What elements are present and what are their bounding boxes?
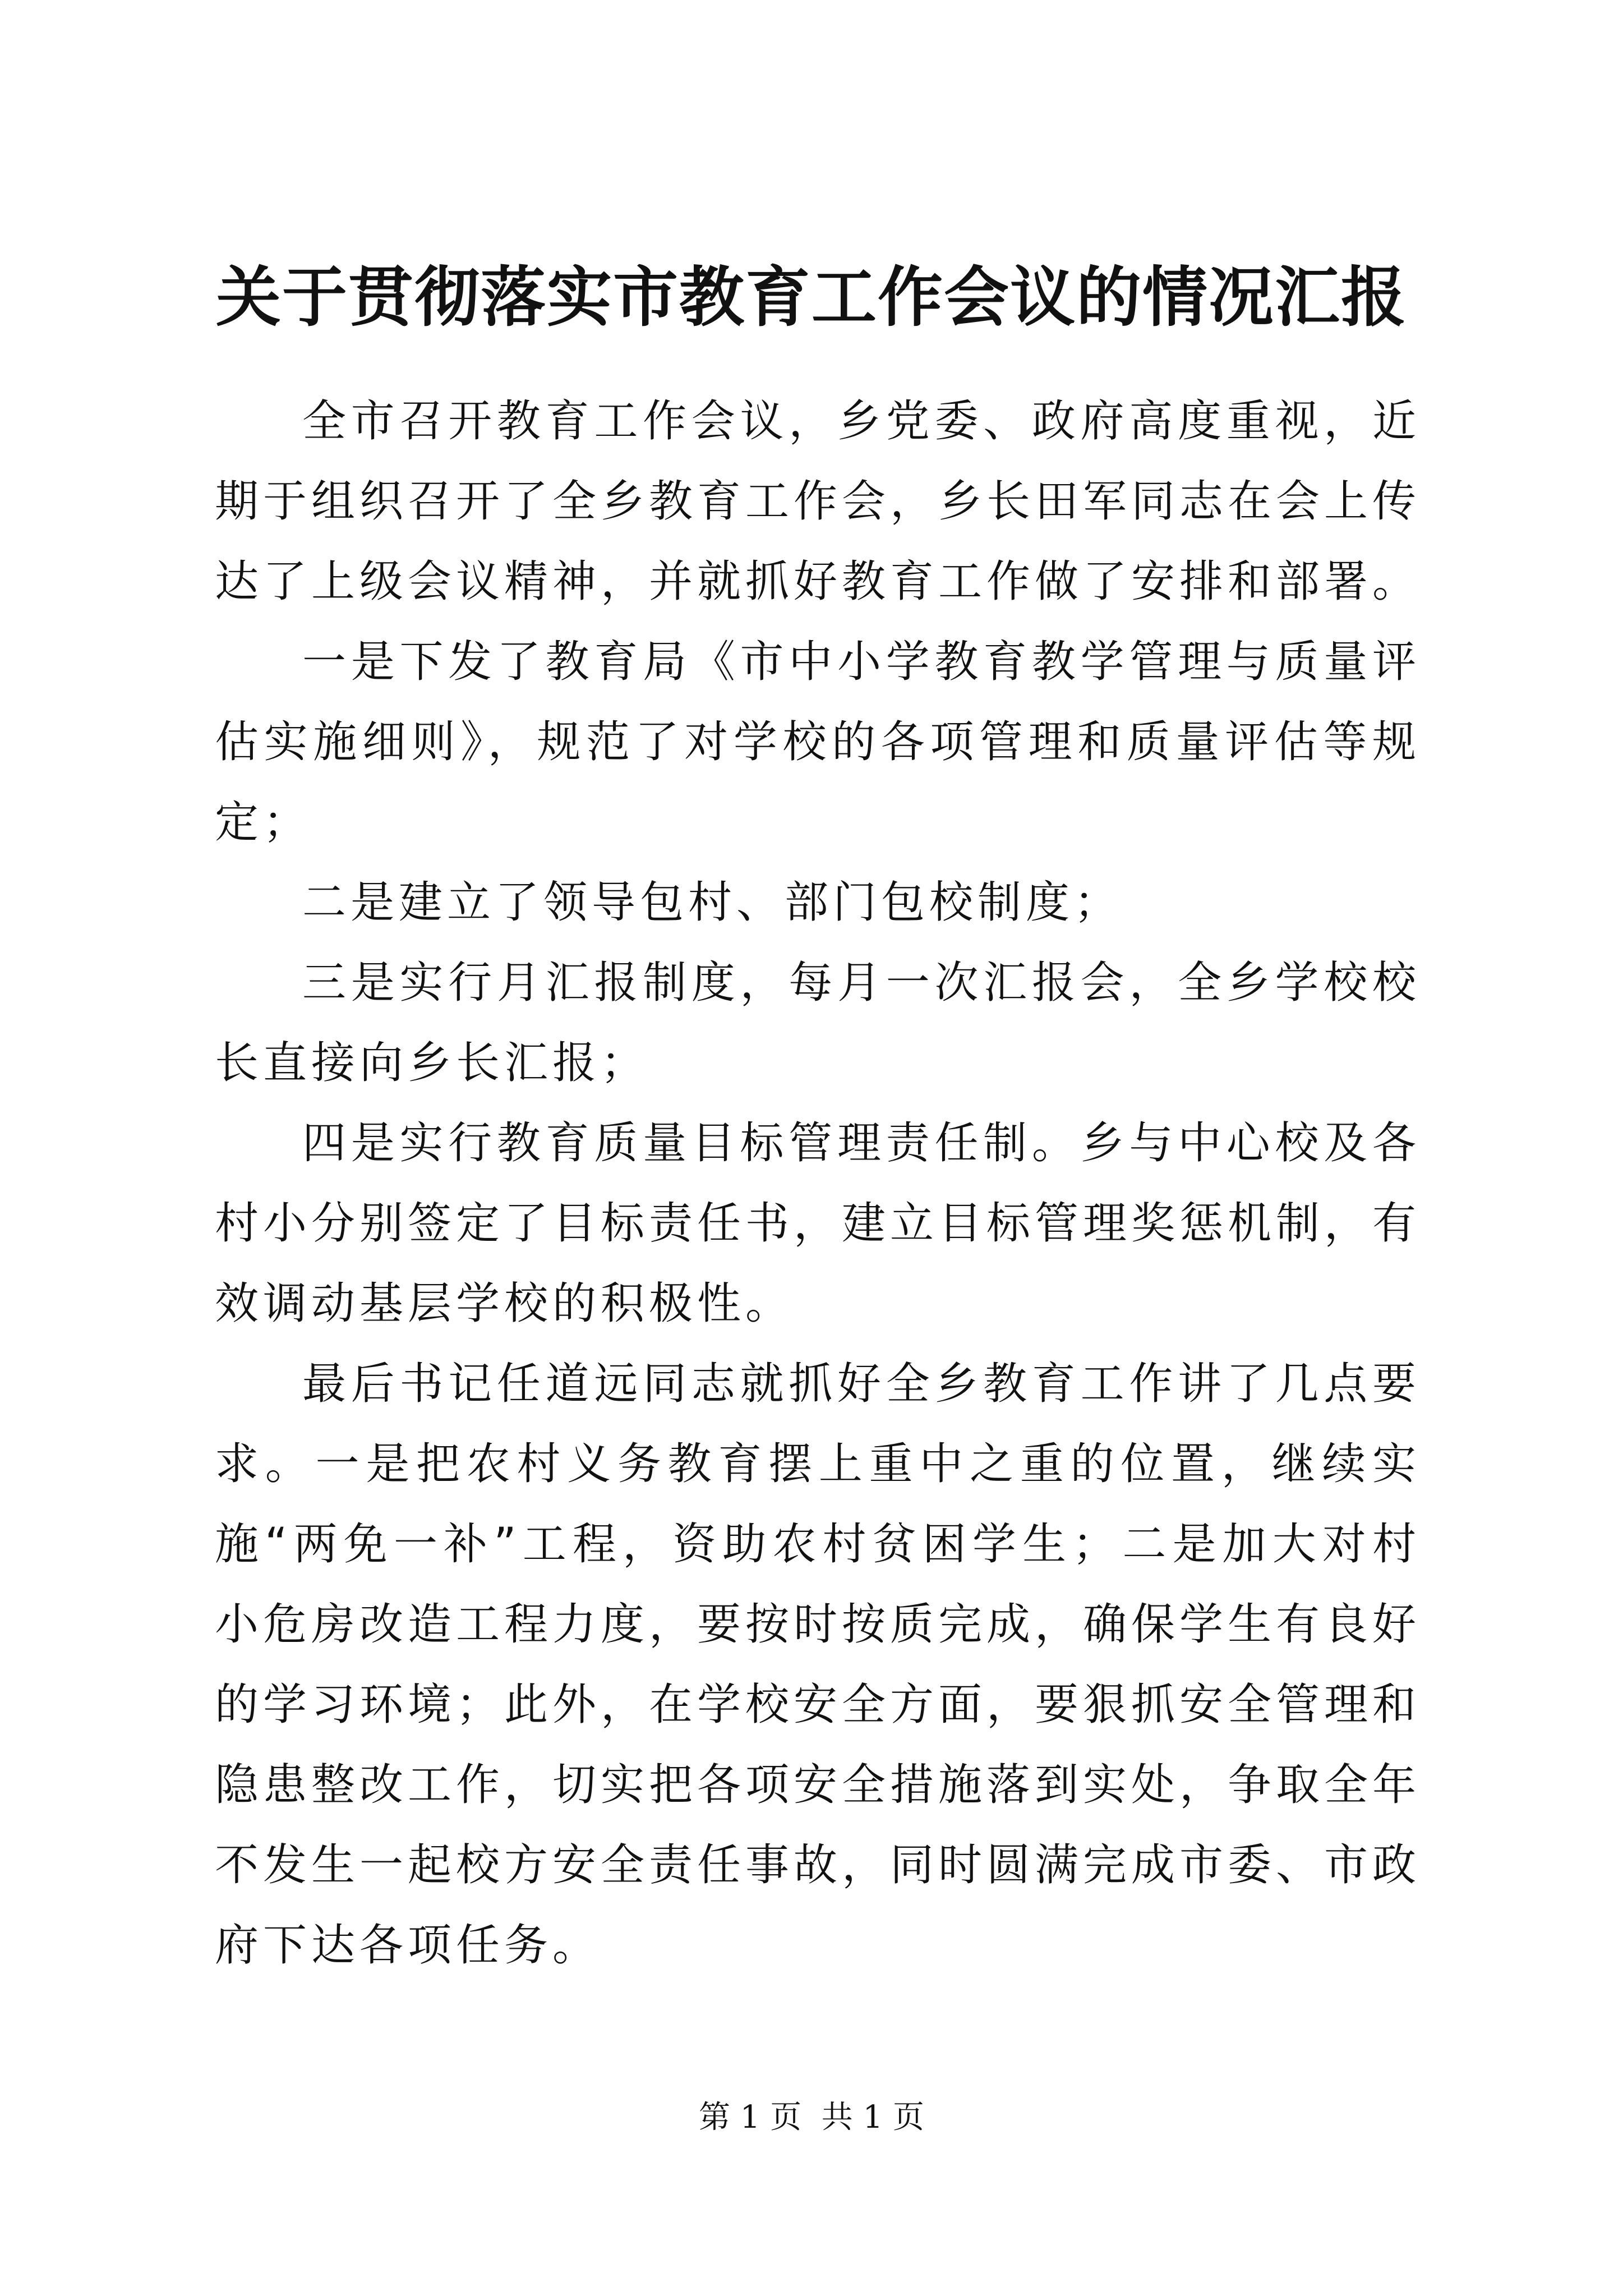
paragraph-intro: 全市召开教育工作会议，乡党委、政府高度重视，近期于组织召开了全乡教育工作会，乡长田军同志在会上传达了上级会议精神，并就抓好教育工作做了安排和部署。 — [215, 396, 1421, 607]
document-title: 关于贯彻落实市教育工作会议的情况汇报 — [216, 259, 1407, 335]
document-body — [215, 381, 1421, 1986]
page-number-footer: 第 1 页 共 1 页 — [698, 2099, 925, 2136]
paragraph-item-3: 三是实行月汇报制度，每月一次汇报会，全乡学校校长直接向乡长汇报； — [215, 958, 1421, 1088]
paragraph-item-1: 一是下发了教育局《市中小学教育教学管理与质量评估实施细则》，规范了对学校的各项管理和质量评估等规定； — [215, 637, 1421, 848]
paragraph-item-4: 四是实行教育质量目标管理责任制。乡与中心校及各村小分别签定了目标责任书，建立目标管理奖惩机制，有效调动基层学校的积极性。 — [215, 1118, 1421, 1329]
paragraph-item-2: 二是建立了领导包村、部门包校制度； — [302, 877, 1123, 928]
paragraph-conclusion: 最后书记任道远同志就抓好全乡教育工作讲了几点要求。一是把农村义务教育摆上重中之重的位置，继续实施“两免一补”工程，资助农村贫困学生；二是加大对村小危房改造工程力度，要按时按质完成，确保学生有良好的学习环境；此外，在学校安全方面，要狠抓安全管理和隐患整改工作，切实把各项安全措施落到实处，争取全年不发生一起校方安全责任事故，同时圆满完成市委、市政府下达各项任务。 — [215, 1359, 1421, 1971]
